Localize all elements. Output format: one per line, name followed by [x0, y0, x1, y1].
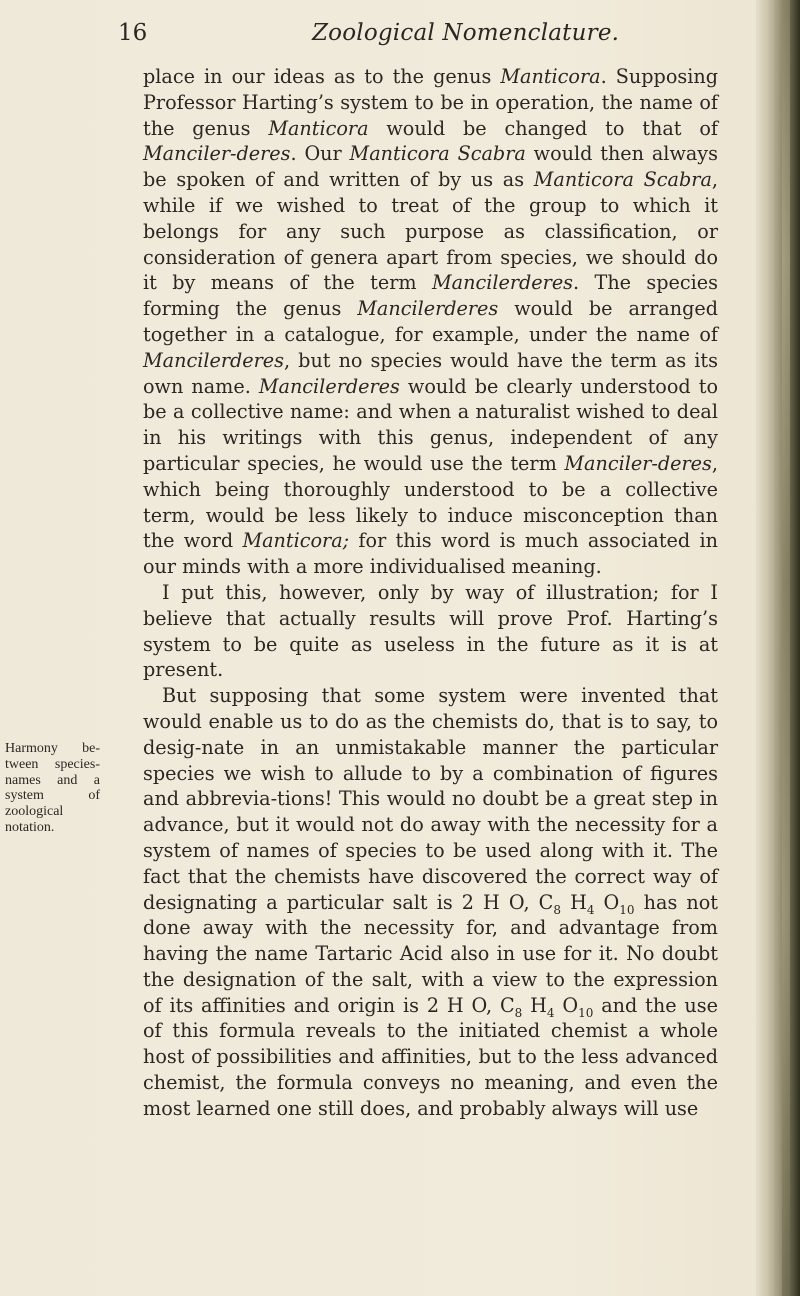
subscript: 4 — [586, 902, 595, 917]
italic-term: Mancilerderes — [357, 297, 499, 321]
italic-term: Mancilerderes — [143, 348, 285, 372]
text-run: H — [522, 993, 547, 1017]
text-run: would be clearly understood to be a collective name: and when a naturalist wished to deal in his writings with this genus, independent of any particular species, he would use the term — [143, 374, 718, 475]
text-run: But supposing that some system were invented that would enable us to do as the chemists do, that is to say, to desig-nate in an unmistakable manner the particular species we wish to allude to by a combination of figures and abbrevia-tions! This would no doubt be a great step in advance, but it would not do away with the necessity for a system of names of species to be used along with it. The fact that the chemists have discovered the correct way of designating a particular salt is 2 H O, C — [143, 684, 718, 914]
page-number: 16 — [118, 20, 148, 46]
paragraph — [143, 64, 718, 580]
subscript: 10 — [578, 1005, 594, 1020]
body-text — [143, 64, 718, 1122]
italic-term: Manciler-deres — [564, 451, 712, 475]
italic-term: Manticora; — [242, 529, 350, 553]
text-run: , while if we wished to treat of the group to which it belongs for any such purpose as classification, or consideration of genera apart from species, we should do it by means of the term — [143, 168, 718, 295]
text-run: , but no species would have the term as its own name. — [143, 348, 718, 398]
text-run: for this word is much associated in our minds with a more individualised meaning. — [143, 529, 718, 579]
subscript: 4 — [546, 1005, 555, 1020]
subscript: 10 — [619, 902, 635, 917]
margin-note: Harmony be- tween species- names and a system of zoological notation. — [5, 741, 100, 835]
italic-term: Manticora Scabra — [533, 168, 712, 192]
text-run: H — [560, 890, 587, 914]
text-run: . Our — [290, 142, 350, 166]
text-run: place in our ideas as to the genus — [143, 65, 501, 88]
page-header — [112, 16, 748, 56]
paragraph — [143, 683, 718, 1122]
subscript: 8 — [514, 1005, 523, 1020]
text-run: O — [554, 993, 579, 1017]
text-run: has not done away with the necessity for, and advantage from having the name Tartaric Acid also in use for it. No doubt the designation of the salt, with a view to the expression of its affinities and origin is 2 H O, C — [143, 890, 718, 1017]
italic-term: Manciler-deres — [143, 142, 291, 166]
text-run: would then always be spoken of and written of by us as — [143, 142, 718, 192]
text-run: O — [594, 890, 620, 914]
text-run: and the use of this formula reveals to the initiated chemist a whole host of possibilities and affinities, but to the less advanced chemist, the formula conveys no meaning, and even the most learned one still does, and probably always will use — [143, 993, 718, 1120]
italic-term: Mancilerderes — [432, 271, 574, 295]
text-run: would be arranged together in a catalogue, for example, under the name of — [143, 297, 718, 346]
running-head: Zoological Nomenclature. — [312, 20, 620, 46]
italic-term: Manticora — [268, 116, 369, 140]
page-edge-shadow — [756, 0, 800, 1296]
text-run: . Supposing Professor Harting’s system to be in operation, the name of the genus — [143, 65, 718, 140]
italic-term: Manticora Scabra — [349, 142, 526, 166]
italic-term: Manticora — [500, 65, 601, 88]
text-run: I put this, however, only by way of illustration; for I believe that actually results will prove Prof. Harting’s system to be quite as useless in the future as it is at present. — [143, 580, 718, 682]
text-run: , which being thoroughly understood to be a collective term, would be less likely to induce misconception than the word — [143, 451, 718, 553]
text-run: . The species forming the genus — [143, 271, 718, 321]
text-run: would be changed to that of — [368, 116, 718, 140]
subscript: 8 — [553, 902, 561, 917]
paragraph — [143, 580, 718, 683]
italic-term: Mancilerderes — [258, 374, 400, 398]
page-edge-strip — [782, 0, 790, 1296]
